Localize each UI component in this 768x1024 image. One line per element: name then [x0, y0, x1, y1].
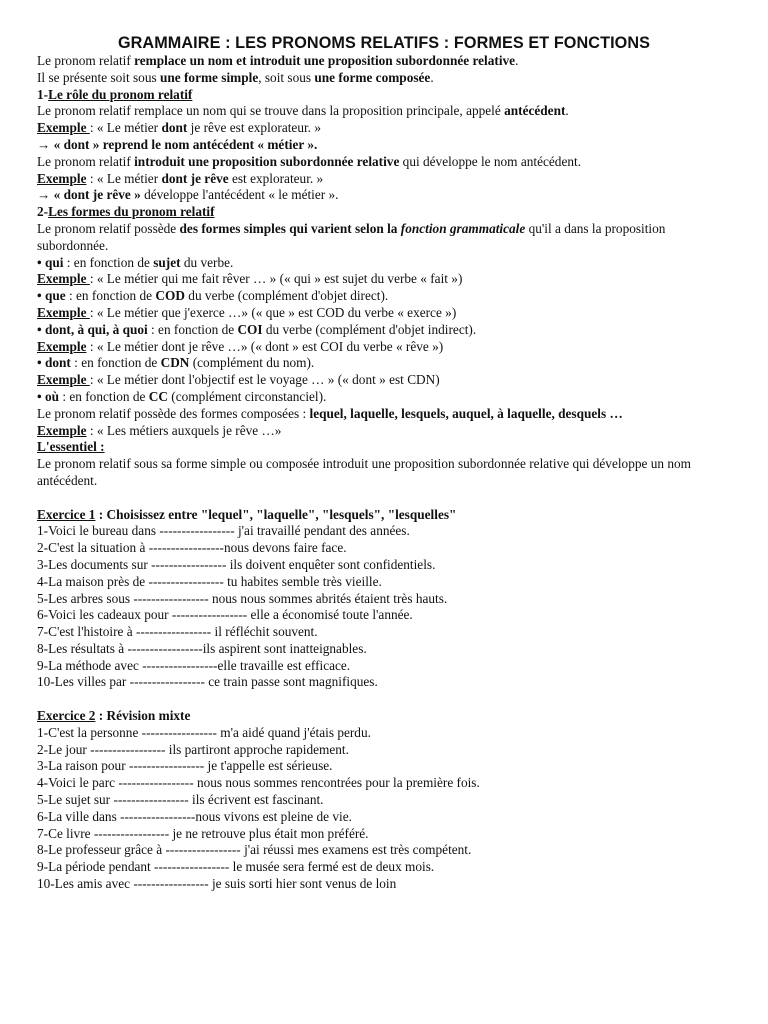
arrow-icon: →: [37, 187, 54, 203]
essentiel-heading: L'essentiel :: [37, 439, 105, 455]
exercise-item: 6-La ville dans -----------------nous vivons est pleine de vie.: [37, 808, 352, 824]
exercise-item: 5-Les arbres sous ----------------- nous nous sommes abrités étaient très hauts.: [37, 590, 448, 606]
intro-line-2: Il se présente soit sous une forme simple, soit sous une forme composée.: [37, 69, 434, 85]
form-qui: • qui : en fonction de sujet du verbe.: [37, 254, 234, 270]
form-dont-coi: • dont, à qui, à quoi : en fonction de COI du verbe (complément d'objet indirect).: [37, 321, 477, 337]
exercise-item: 4-La maison près de ----------------- tu habites semble très vieille.: [37, 573, 382, 589]
exercise-item: 10-Les amis avec ----------------- je suis sorti hier sont venus de loin: [37, 876, 397, 892]
forms-composees: Le pronom relatif possède des formes composées : lequel, laquelle, lesquels, auquel, à laquelle, desquels …: [37, 405, 623, 421]
exercise-item: 2-C'est la situation à -----------------nous devons faire face.: [37, 540, 347, 556]
exercise-item: 1-C'est la personne ----------------- m'a aidé quand j'étais perdu.: [37, 724, 371, 740]
example-qui: Exemple : « Le métier qui me fait rêver … » (« qui » est sujet du verbe « fait »): [37, 271, 463, 287]
section-1-heading: 1-Le rôle du pronom relatif: [37, 86, 193, 102]
arrow-icon: →: [37, 136, 54, 152]
exercise-item: 7-C'est l'histoire à ----------------- il réfléchit souvent.: [37, 624, 318, 640]
exercise-item: 6-Voici les cadeaux pour ----------------- elle a économisé toute l'année.: [37, 607, 413, 623]
exercise-item: 8-Le professeur grâce à ----------------- j'ai réussi mes examens est très compétent.: [37, 842, 472, 858]
spacer: [37, 490, 737, 507]
page-title: GRAMMAIRE : LES PRONOMS RELATIFS : FORMES ET FONCTIONS: [117, 34, 651, 52]
section-1-paragraph-1: Le pronom relatif remplace un nom qui se trouve dans la proposition principale, appelé antécédent.: [37, 103, 569, 119]
exercise-item: 3-La raison pour ----------------- je t'appelle est sérieuse.: [37, 758, 333, 774]
exercise-item: 4-Voici le parc ----------------- nous nous sommes rencontrées pour la première fois.: [37, 775, 480, 791]
exercise-item: 10-Les villes par ----------------- ce train passe sont magnifiques.: [37, 674, 378, 690]
example-dont-cdn: Exemple : « Le métier dont l'objectif est le voyage … » (« dont » est CDN): [37, 372, 440, 388]
form-ou: • où : en fonction de CC (complément circonstanciel).: [37, 388, 327, 404]
section-1-example-2: Exemple : « Le métier dont je rêve est explorateur. »: [37, 170, 324, 186]
exercise-item: 9-La méthode avec -----------------elle travaille est efficace.: [37, 657, 351, 673]
section-1-arrow-2: → « dont je rêve » développe l'antécédent « le métier ».: [37, 187, 339, 203]
section-1-arrow-1: → « dont » reprend le nom antécédent « métier ».: [37, 136, 318, 152]
section-1-paragraph-2: Le pronom relatif introduit une proposition subordonnée relative qui développe le nom antécédent.: [37, 153, 582, 169]
section-2-paragraph-1: Le pronom relatif possède des formes simples qui varient selon la fonction grammaticale qu'il a dans la proposition subordonnée.: [37, 220, 666, 253]
exercise-item: 5-Le sujet sur ----------------- ils écrivent est fascinant.: [37, 792, 324, 808]
section-1-example-1: Exemple : « Le métier dont je rêve est explorateur. »: [37, 120, 321, 136]
exercise-2-heading: Exercice 2 : Révision mixte: [37, 708, 191, 724]
exercise-item: 9-La période pendant ----------------- le musée sera fermé est de deux mois.: [37, 859, 435, 875]
example-que: Exemple : « Le métier que j'exerce …» (« que » est COD du verbe « exerce »): [37, 304, 457, 320]
form-dont-cdn: • dont : en fonction de CDN (complément du nom).: [37, 355, 315, 371]
exercise-1-heading: Exercice 1 : Choisissez entre "lequel", "laquelle", "lesquels", "lesquelles": [37, 506, 457, 522]
exercise-item: 2-Le jour ----------------- ils partiront approche rapidement.: [37, 741, 349, 757]
document-page: [37, 33, 737, 893]
exercise-item: 3-Les documents sur ----------------- ils doivent enquêter sont confidentiels.: [37, 556, 436, 572]
form-que: • que : en fonction de COD du verbe (complément d'objet direct).: [37, 288, 389, 304]
spacer: [37, 691, 737, 708]
intro-line-1: Le pronom relatif remplace un nom et introduit une proposition subordonnée relative.: [37, 53, 519, 68]
exercise-item: 8-Les résultats à -----------------ils aspirent sont inatteignables.: [37, 640, 367, 656]
exercise-item: 7-Ce livre ----------------- je ne retrouve plus était mon préféré.: [37, 825, 369, 841]
essentiel-text: Le pronom relatif sous sa forme simple ou composée introduit une proposition subordonnée relative qui développe un nom antécédent.: [37, 456, 691, 488]
example-composee: Exemple : « Les métiers auxquels je rêve …»: [37, 422, 282, 438]
exercise-item: 1-Voici le bureau dans ----------------- j'ai travaillé pendant des années.: [37, 523, 410, 539]
section-2-heading: 2-Les formes du pronom relatif: [37, 204, 215, 220]
example-dont-coi: Exemple : « Le métier dont je rêve …» (« dont » est COI du verbe « rêve »): [37, 338, 444, 354]
